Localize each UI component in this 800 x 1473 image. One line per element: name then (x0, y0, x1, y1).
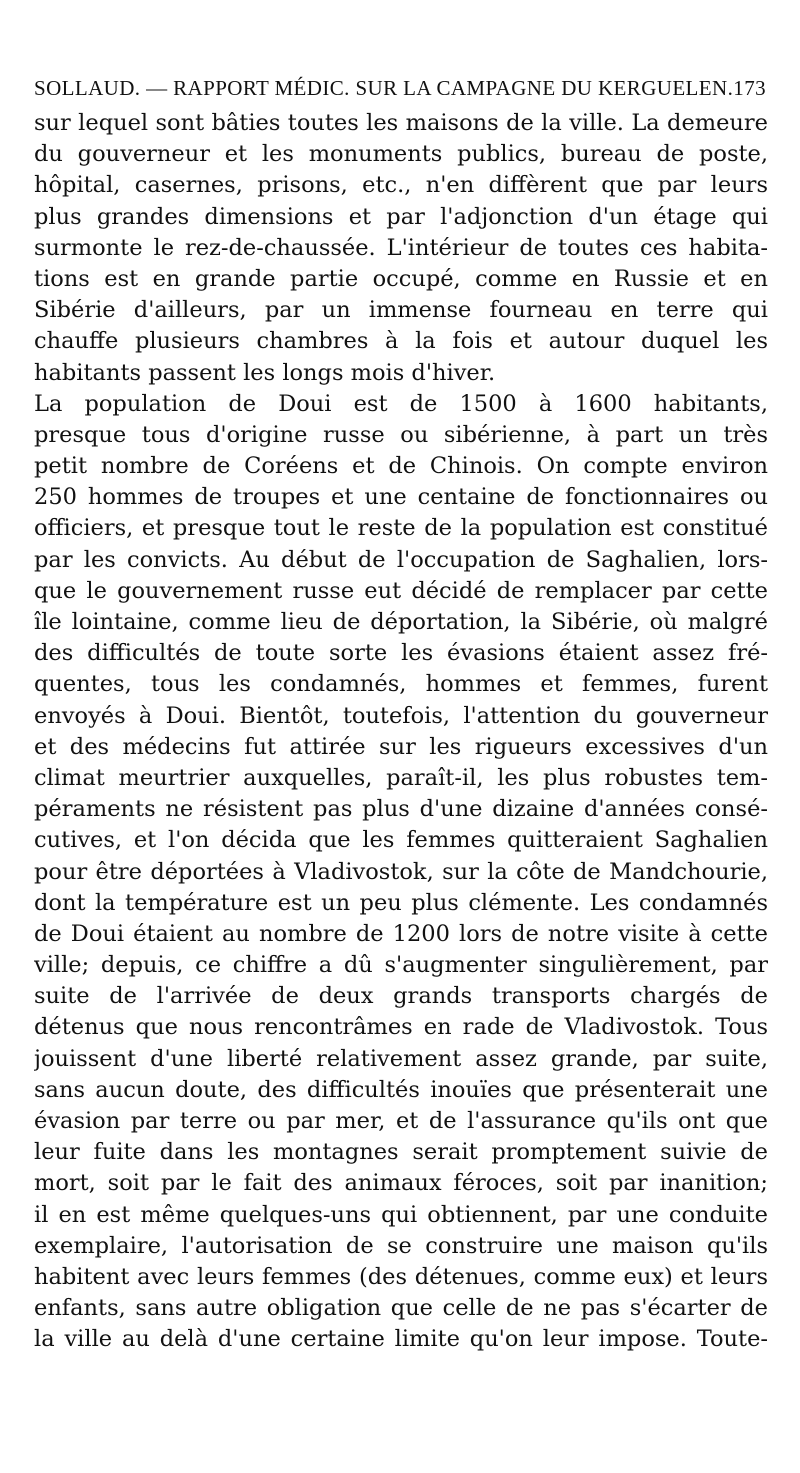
text-line: cutives, et l'on décida que les femmes quitteraient Saghalien (34, 827, 768, 854)
text-line: La population de Doui est de 1500 à 1600 habitants, (34, 390, 768, 417)
text-line: évasion par terre ou par mer, et de l'assurance qu'ils ont que (34, 1108, 768, 1134)
text-line: Sibérie d'ailleurs, par un immense fourneau en terre qui (34, 297, 768, 324)
text-line: ville; depuis, ce chiffre a dû s'augmenter singulièrement, par (34, 952, 768, 979)
text-line: sur lequel sont bâties toutes les maisons de la ville. La demeure (34, 110, 768, 136)
text-line: quentes, tous les condamnés, hommes et femmes, furent (34, 671, 768, 698)
text-line: officiers, et presque tout le reste de la population est constitué (34, 515, 768, 542)
text-line: chauffe plusieurs chambres à la fois et autour duquel les (34, 328, 768, 355)
body-text (34, 108, 768, 1356)
text-line: petit nombre de Coréens et de Chinois. On compte environ (34, 453, 768, 480)
text-line: plus grandes dimensions et par l'adjonction d'un étage qui (34, 203, 768, 230)
text-line: la ville au delà d'une certaine limite qu'on leur impose. Toute- (34, 1326, 768, 1353)
text-line: presque tous d'origine russe ou sibérienne, à part un très (34, 421, 768, 448)
text-line: habitent avec leurs femmes (des détenues, comme eux) et leurs (34, 1263, 768, 1290)
text-line: et des médecins fut attirée sur les rigueurs excessives d'un (34, 733, 768, 760)
text-line: habitants passent les longs mois d'hiver. (34, 359, 496, 386)
text-line: leur fuite dans les montagnes serait promptement suivie de (34, 1139, 768, 1166)
text-line: suite de l'arrivée de deux grands transports chargés de (34, 983, 768, 1010)
text-line: de Doui étaient au nombre de 1200 lors de notre visite à cette (34, 920, 768, 947)
text-line: que le gouvernement russe eut décidé de remplacer par cette (34, 577, 768, 604)
text-line: 250 hommes de troupes et une centaine de fonctionnaires ou (34, 484, 768, 511)
text-line: par les convicts. Au début de l'occupation de Saghalien, lors- (34, 546, 768, 573)
text-line: mort, soit par le fait des animaux féroces, soit par inanition; (34, 1170, 768, 1197)
text-line: île lointaine, comme lieu de déportation, la Sibérie, où malgré (34, 609, 768, 635)
text-line: dont la température est un peu plus clémente. Les condamnés (34, 889, 768, 916)
text-line: surmonte le rez-de-chaussée. L'intérieur de toutes ces habita- (34, 234, 768, 261)
text-line: envoyés à Doui. Bientôt, toutefois, l'attention du gouverneur (34, 702, 768, 729)
text-line: des difficultés de toute sorte les évasions étaient assez fré- (34, 640, 768, 667)
text-line: sans aucun doute, des difficultés inouïes que présenterait une (34, 1076, 768, 1103)
text-line: détenus que nous rencontrâmes en rade de Vladivostok. Tous (34, 1014, 768, 1041)
text-line: pour être déportées à Vladivostok, sur la côte de Mandchourie, (34, 858, 768, 885)
text-line: péraments ne résistent pas plus d'une dizaine d'années consé- (34, 796, 768, 823)
running-head (34, 76, 766, 106)
text-line: du gouverneur et les monuments publics, bureau de poste, (34, 141, 768, 168)
text-line: enfants, sans autre obligation que celle de ne pas s'écarter de (34, 1295, 768, 1322)
text-line: hôpital, casernes, prisons, etc., n'en diffèrent que par leurs (34, 172, 768, 199)
text-line: climat meurtrier auxquelles, paraît-il, les plus robustes tem- (34, 764, 768, 791)
text-line: tions est en grande partie occupé, comme en Russie et en (34, 265, 768, 292)
running-title: SOLLAUD. — RAPPORT MÉDIC. SUR LA CAMPAGNE DU KERGUELEN. (34, 76, 734, 100)
text-line: exemplaire, l'autorisation de se construire une maison qu'ils (34, 1232, 768, 1259)
text-line: il en est même quelques-uns qui obtiennent, par une conduite (34, 1201, 768, 1228)
page-number: 173 (733, 76, 766, 100)
text-line: jouissent d'une liberté relativement assez grande, par suite, (34, 1045, 768, 1072)
